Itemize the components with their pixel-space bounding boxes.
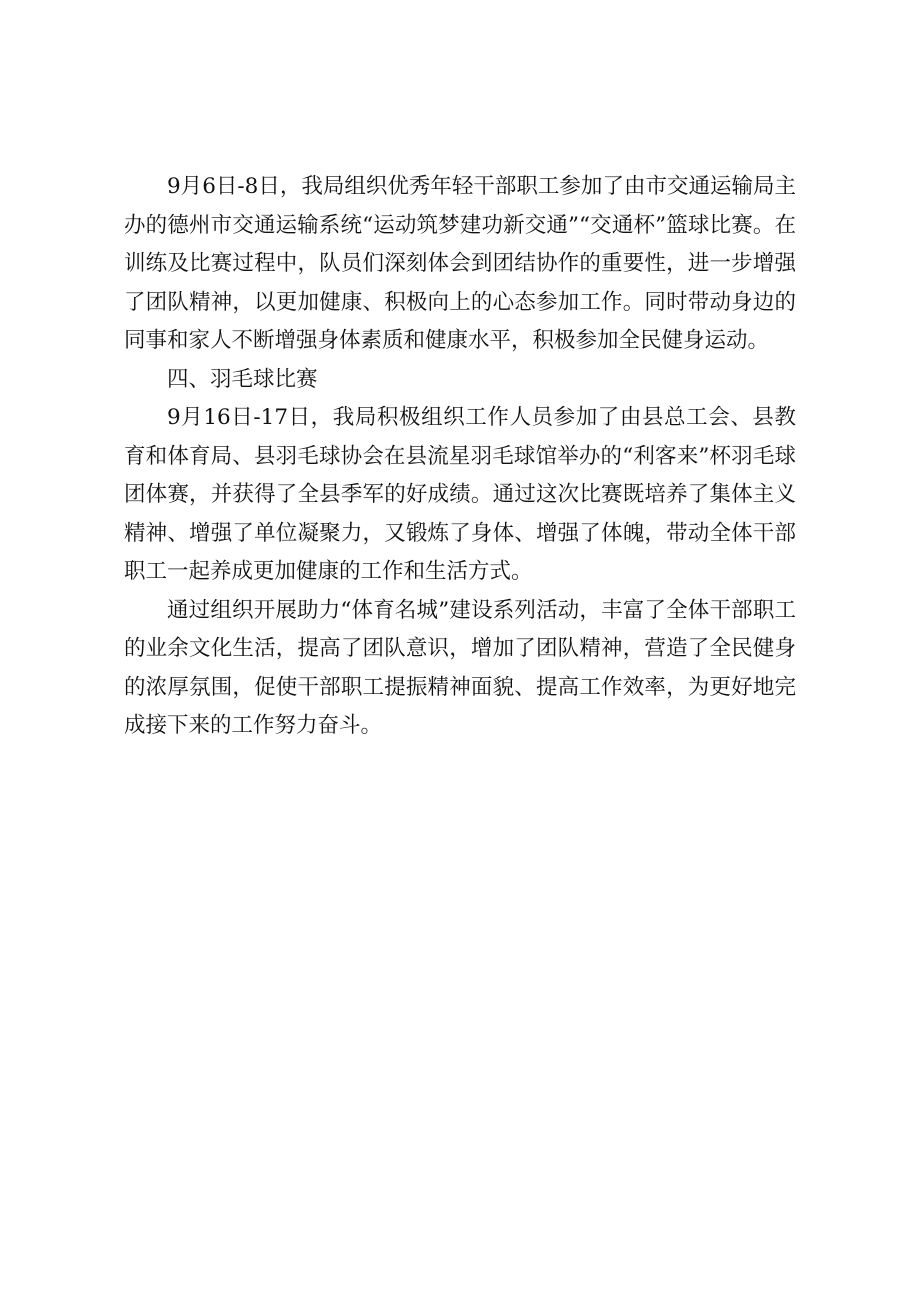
paragraph-summary: 通过组织开展助力“体育名城”建设系列活动，丰富了全体干部职工的业余文化生活，提高了团队意识，增加了团队精神，营造了全民健身的浓厚氛围，促使干部职工提振精神面貌、提高工作效率，为更好地完成接下来的工作努力奋斗。 [124,597,796,738]
paragraph-badminton: 9月16日-17日，我局积极组织工作人员参加了由县总工会、县教育和体育局、县羽毛球协会在县流星羽毛球馆举办的“利客来”杯羽毛球团体赛，并获得了全县季军的好成绩。通过这次比赛既培养了集体主义精神、增强了单位凝聚力，又锻炼了身体、增强了体魄，带动全体干部职工一起养成更加健康的工作和生活方式。 [124,405,796,584]
section-heading-badminton: 四、羽毛球比赛 [167,366,318,392]
paragraph-basketball: 9月6日-8日，我局组织优秀年轻干部职工参加了由市交通运输局主办的德州市交通运输系统“运动筑梦建功新交通”“交通杯”篮球比赛。在训练及比赛过程中，队员们深刻体会到团结协作的重要性，进一步增强了团队精神，以更加健康、积极向上的心态参加工作。同时带动身边的同事和家人不断增强身体素质和健康水平，积极参加全民健身运动。 [124,174,796,353]
document-body [124,168,796,746]
